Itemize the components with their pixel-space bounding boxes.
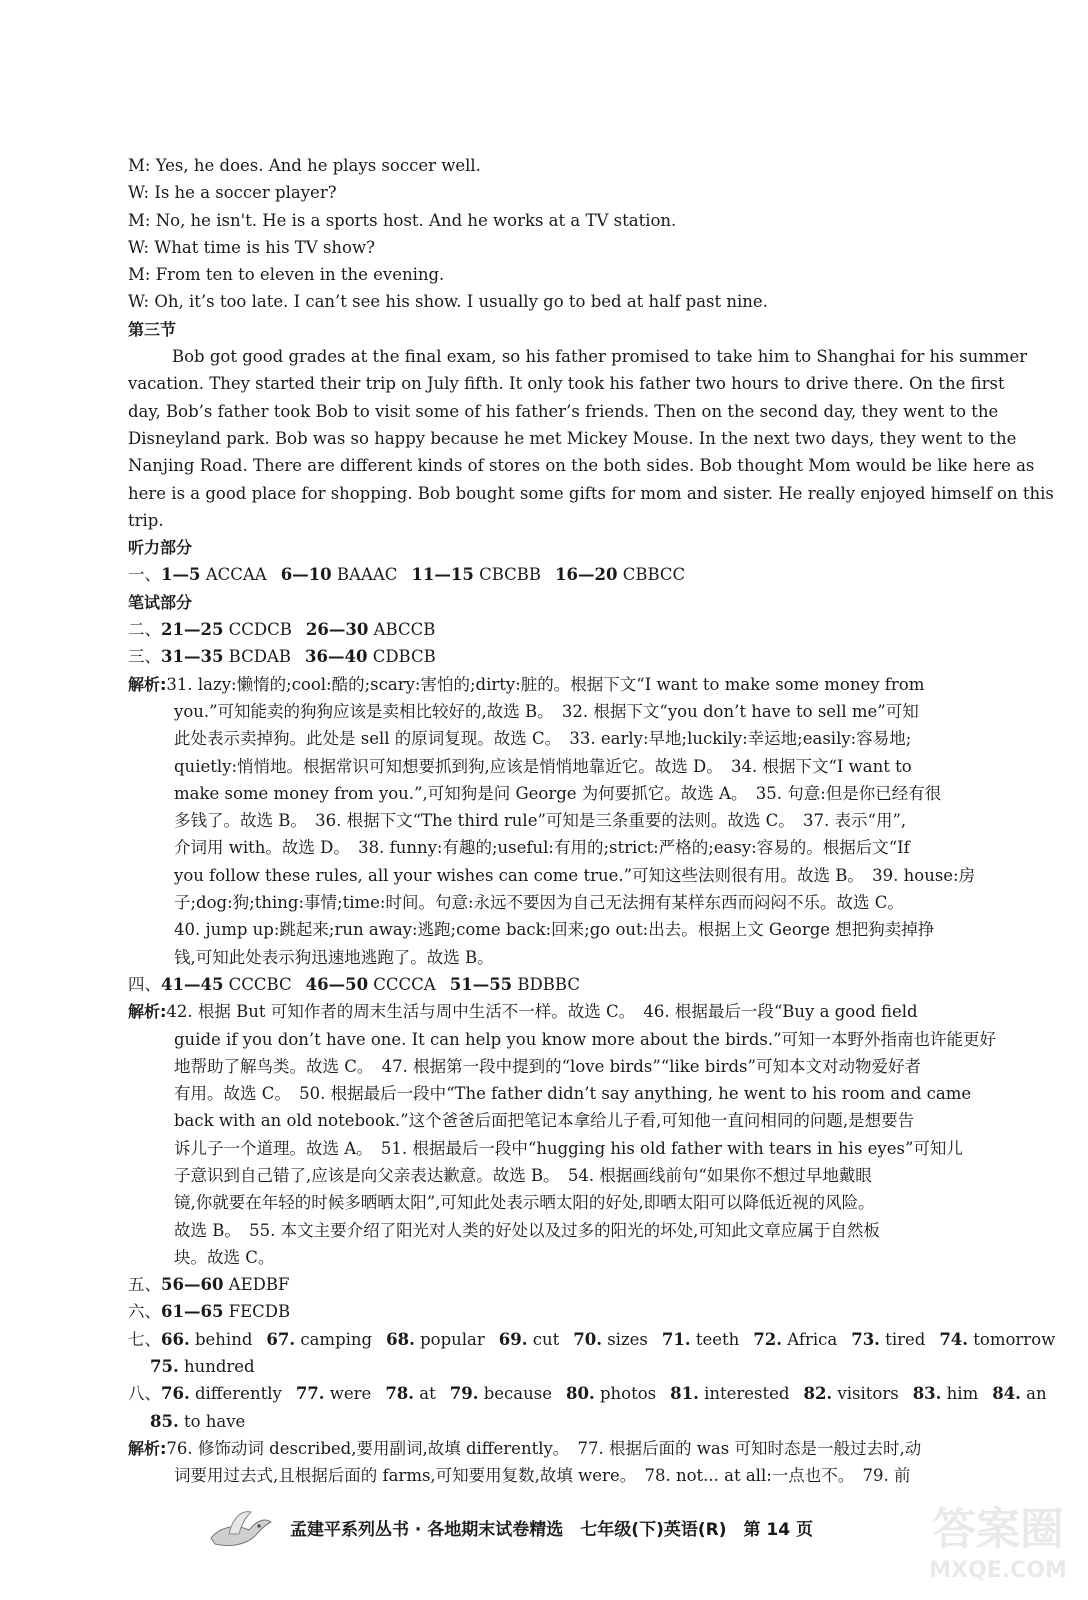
answer-group — [281, 565, 398, 584]
answer-letters: CCDCB — [223, 620, 292, 640]
explanation-text: guide if you don’t have one. It can help you know more about the birds.”可知一本野外指南也许能更好 — [174, 1029, 997, 1049]
explanation-line — [128, 916, 1008, 943]
item-word: visitors — [832, 1384, 899, 1404]
word-answer-row — [128, 1326, 1056, 1353]
explanation-line — [128, 1217, 1008, 1244]
answer-group — [161, 565, 267, 584]
dialogue-line: M: From ten to eleven in the evening. — [128, 265, 445, 285]
answer-letters: CCCCA — [368, 974, 436, 994]
item-word: sizes — [601, 1329, 648, 1349]
item-number: 85. — [150, 1411, 179, 1431]
item-word: teeth — [690, 1329, 740, 1349]
answer-group — [161, 975, 292, 994]
answer-page — [128, 152, 1056, 1490]
passage-line: vacation. They started their trip on July fifth. It only took his father two hours to drive there. On the first — [128, 374, 1005, 394]
explanation-text: make some money from you.”,可知狗是问 George 为何要抓它。故选 A。 35. 句意:但是你已经有很 — [174, 783, 942, 803]
item-word: Africa — [781, 1329, 838, 1349]
part-6-row — [128, 1298, 1008, 1325]
item-number: 76. — [161, 1384, 190, 1404]
word-answer — [150, 1412, 245, 1431]
explanation-text: you.”可知能卖的狗狗应该是卖相比较好的,故选 B。 32. 根据下文“you don’t have to sell me”可知 — [174, 701, 919, 721]
explanation-line — [128, 753, 1008, 780]
word-answer — [851, 1330, 925, 1349]
answer-letters: CCCBC — [223, 974, 292, 994]
part-prefix: 二、 — [128, 620, 161, 640]
answer-group — [450, 975, 580, 994]
answer-range: 46—50 — [305, 974, 369, 994]
explanation-text: 76. 修饰动词 described,要用副词,故填 differently。 77. 根据后面的 was 可知时态是一般过去时,动 — [166, 1438, 922, 1458]
item-word: popular — [414, 1329, 485, 1349]
explanation-text: 故选 B。 55. 本文主要介绍了阳光对人类的好处以及过多的阳光的坏处,可知此文章应属于自然板 — [174, 1220, 880, 1240]
explanation-line — [128, 1189, 1008, 1216]
explanation-line — [128, 998, 1008, 1025]
explanation-text: 地帮助了解鸟类。故选 C。 47. 根据第一段中提到的“love birds”“like birds”可知本文对动物爱好者 — [174, 1056, 921, 1076]
answer-range: 56—60 — [161, 1275, 224, 1295]
word-answer-row — [128, 1353, 1008, 1380]
item-number: 74. — [939, 1329, 969, 1349]
word-answer — [670, 1384, 789, 1403]
explanation-line — [128, 1435, 1008, 1462]
analysis-label: 解析: — [128, 674, 167, 694]
answer-group — [306, 975, 436, 994]
answer-letters: CBCBB — [473, 565, 542, 585]
answer-group — [161, 620, 292, 639]
answer-range: 51—55 — [449, 974, 513, 994]
answer-range: 26—30 — [305, 620, 369, 640]
part-6-answers — [128, 1298, 1008, 1325]
explanation-line — [128, 889, 1008, 916]
word-answer — [939, 1330, 1055, 1349]
word-answer — [499, 1330, 559, 1349]
part-4-row — [128, 971, 1008, 998]
part-4-answers — [128, 971, 1008, 998]
explanation-text: 词要用过去式,且根据后面的 farms,可知要用复数,故填 were。 78. not... at all:一点也不。 79. 前 — [174, 1466, 911, 1486]
dialogue-line: W: Is he a soccer player? — [128, 183, 337, 203]
listening-dialogue — [128, 152, 1008, 316]
item-word: an — [1020, 1384, 1047, 1404]
explanation-line — [128, 1135, 1008, 1162]
answer-group — [161, 1275, 289, 1294]
item-word: tomorrow — [968, 1329, 1056, 1349]
word-answer — [753, 1330, 837, 1349]
item-word: because — [478, 1384, 552, 1404]
part-8-explanation — [128, 1435, 1008, 1490]
part-prefix: 三、 — [128, 647, 161, 667]
item-word: at — [414, 1384, 436, 1404]
part-prefix: 五、 — [128, 1275, 161, 1295]
item-number: 79. — [449, 1384, 479, 1404]
explanation-text: 镜,你就要在年轻的时候多晒晒太阳”,可知此处表示晒太阳的好处,即晒太阳可以降低近视的风险。 — [174, 1193, 875, 1213]
word-answer — [662, 1330, 739, 1349]
page-footer: 孟建平系列丛书 · 各地期末试卷精选 七年级(下)英语(R) 第 14 页 — [290, 1520, 813, 1540]
item-word: tired — [879, 1329, 926, 1349]
explanation-text: 40. jump up:跳起来;run away:逃跑;come back:回来;go out:出去。根据上文 George 想把狗卖掉挣 — [174, 920, 935, 940]
passage-line: trip. — [128, 510, 164, 530]
item-number: 75. — [150, 1357, 179, 1377]
explanation-text: 介词用 with。故选 D。 38. funny:有趣的;useful:有用的;strict:严格的;easy:容易的。根据后文“If — [174, 838, 910, 858]
item-number: 78. — [385, 1384, 415, 1404]
answer-range: 11—15 — [411, 565, 474, 585]
explanation-text: 子;dog:狗;thing:事情;time:时间。句意:永远不要因为自己无法拥有某样东西而闷闷不乐。故选 C。 — [174, 893, 904, 913]
word-answer-row — [128, 1408, 1008, 1435]
part-3-answers — [128, 643, 1008, 670]
passage-line: Nanjing Road. There are different kinds of stores on the both sides. Bob thought Mom would be like here as — [128, 456, 1035, 476]
answer-range: 41—45 — [161, 974, 224, 994]
item-word: cut — [527, 1329, 560, 1349]
watermark — [918, 1502, 1078, 1592]
dialogue-line: W: What time is his TV show? — [128, 237, 375, 257]
listening-part-title: 听力部分 — [128, 538, 193, 558]
item-word: camping — [295, 1329, 373, 1349]
section-3-title: 第三节 — [128, 319, 177, 339]
passage-line: here is a good place for shopping. Bob bought some gifts for mom and sister. He really enjoyed himself on this — [128, 483, 1054, 503]
part-8-answers — [128, 1380, 1047, 1435]
item-word: were — [324, 1384, 372, 1404]
item-word: behind — [189, 1329, 253, 1349]
answer-letters: CBBCC — [617, 565, 686, 585]
word-answer — [573, 1330, 648, 1349]
analysis-label: 解析: — [128, 1002, 167, 1022]
answer-letters: ABCCB — [368, 620, 436, 640]
answer-range: 36—40 — [305, 647, 368, 667]
passage-line: Bob got good grades at the final exam, so his father promised to take him to Shanghai for his summer — [172, 347, 1028, 367]
explanation-text: 诉儿子一个道理。故选 A。 51. 根据最后一段中“hugging his old father with tears in his eyes”可知儿 — [174, 1138, 963, 1158]
explanation-line — [128, 1107, 1008, 1134]
word-answer — [992, 1384, 1046, 1403]
item-number: 70. — [573, 1329, 602, 1349]
part-prefix: 八、 — [128, 1384, 161, 1404]
explanation-line — [128, 1244, 1008, 1271]
dialogue-line: W: Oh, it’s too late. I can’t see his show. I usually go to bed at half past nine. — [128, 292, 768, 312]
answer-letters: CDBCB — [367, 647, 436, 667]
explanation-text: back with an old notebook.”这个爸爸后面把笔记本拿给儿子看,可知他一直问相同的问题,是想要告 — [174, 1111, 915, 1131]
word-answer — [913, 1384, 979, 1403]
listening-passage — [128, 343, 1054, 534]
word-answer — [296, 1384, 372, 1403]
part-7-answers — [128, 1326, 1056, 1381]
word-answer — [150, 1357, 255, 1376]
answer-letters: ACCAA — [200, 565, 267, 585]
listening-answers — [128, 561, 1008, 588]
dialogue-line: M: No, he isn't. He is a sports host. And he works at a TV station. — [128, 210, 677, 230]
word-answer — [161, 1330, 252, 1349]
explanation-text: 42. 根据 But 可知作者的周末生活与周中生活不一样。故选 C。 46. 根据最后一段“Buy a good field — [166, 1002, 918, 1022]
explanation-line — [128, 807, 1008, 834]
answer-group — [411, 565, 541, 584]
item-number: 83. — [912, 1384, 942, 1404]
item-word: interested — [698, 1384, 790, 1404]
part-prefix: 四、 — [128, 974, 161, 994]
word-answer — [161, 1384, 282, 1403]
item-number: 67. — [266, 1329, 296, 1349]
item-word: differently — [189, 1384, 282, 1404]
answer-group — [161, 1302, 290, 1321]
answer-letters: FECDB — [223, 1302, 291, 1322]
explanation-line — [128, 1080, 1008, 1107]
item-number: 68. — [386, 1329, 415, 1349]
item-number: 73. — [851, 1329, 880, 1349]
explanation-line — [128, 725, 1008, 752]
explanation-text: 钱,可知此处表示狗迅速地逃跑了。故选 B。 — [174, 947, 494, 967]
explanation-line — [128, 862, 1008, 889]
item-word: photos — [594, 1384, 657, 1404]
explanation-text: 31. lazy:懒惰的;cool:酷的;scary:害怕的;dirty:脏的。根据下文“I want to make some money from — [166, 674, 925, 694]
passage-line: Disneyland park. Bob was so happy because he met Mickey Mouse. In the next two days, they went to the — [128, 428, 1017, 448]
part-prefix: 七、 — [128, 1329, 161, 1349]
explanation-text: 有用。故选 C。 50. 根据最后一段中“The father didn’t say anything, he went to his room and came — [174, 1084, 972, 1104]
answer-range: 16—20 — [555, 565, 618, 585]
part-4-explanation — [128, 998, 1008, 1271]
part-prefix: 六、 — [128, 1302, 161, 1322]
explanation-text: 块。故选 C。 — [174, 1247, 275, 1267]
item-word: to have — [178, 1411, 246, 1431]
part-prefix: 一、 — [128, 565, 161, 585]
answer-group — [305, 647, 436, 666]
answer-group — [161, 647, 291, 666]
word-answer-row — [128, 1380, 1047, 1407]
dialogue-line: M: Yes, he does. And he plays soccer well. — [128, 156, 481, 175]
answer-group — [306, 620, 435, 639]
word-answer — [450, 1384, 552, 1403]
answer-letters: BDBBC — [512, 974, 580, 994]
watermark-bottom: MXQE.COM — [929, 1558, 1067, 1583]
part-3-explanation — [128, 671, 1008, 971]
item-number: 72. — [753, 1329, 782, 1349]
answer-letters: AEDBF — [223, 1275, 290, 1295]
item-number: 84. — [992, 1384, 1021, 1404]
explanation-line — [128, 1053, 1008, 1080]
answer-letters: BAAAC — [331, 565, 398, 585]
explanation-text: 子意识到自己错了,应该是向父亲表达歉意。故选 B。 54. 根据画线前句“如果你不想过早地戴眼 — [174, 1165, 872, 1185]
written-part-title: 笔试部分 — [128, 592, 193, 612]
explanation-line — [128, 834, 1008, 861]
word-answer — [266, 1330, 372, 1349]
item-word: hundred — [178, 1357, 255, 1377]
answer-range: 31—35 — [161, 647, 224, 667]
passage-line: day, Bob’s father took Bob to visit some of his father’s friends. Then on the second day, they went to the — [128, 401, 999, 421]
item-number: 80. — [566, 1384, 595, 1404]
part-2-row — [128, 616, 1008, 643]
explanation-line — [128, 1162, 1008, 1189]
part-5-answers — [128, 1271, 1008, 1298]
analysis-label: 解析: — [128, 1438, 167, 1458]
listening-answer-row — [128, 561, 1008, 588]
word-answer — [566, 1384, 656, 1403]
explanation-text: 此处表示卖掉狗。此处是 sell 的原词复现。故选 C。 33. early:早地;luckily:幸运地;easily:容易地; — [174, 729, 912, 749]
word-answer — [385, 1384, 435, 1403]
part-2-answers — [128, 616, 1008, 643]
answer-range: 1—5 — [161, 565, 201, 585]
explanation-line — [128, 671, 1008, 698]
watermark-top: 答案圈 — [932, 1504, 1064, 1555]
explanation-line — [128, 944, 1008, 971]
explanation-text: quietly:悄悄地。根据常识可知想要抓到狗,应该是悄悄地靠近它。故选 D。 34. 根据下文“I want to — [174, 756, 912, 776]
explanation-line — [128, 698, 1008, 725]
answer-range: 21—25 — [161, 620, 224, 640]
explanation-text: you follow these rules, all your wishes can come true.”可知这些法则很有用。故选 B。 39. house:房 — [174, 865, 976, 885]
item-number: 81. — [670, 1384, 699, 1404]
item-number: 77. — [295, 1384, 325, 1404]
answer-range: 6—10 — [280, 565, 332, 585]
answer-letters: BCDAB — [223, 647, 292, 667]
bird-logo-icon — [207, 1508, 273, 1556]
item-number: 71. — [661, 1329, 691, 1349]
answer-group — [555, 565, 685, 584]
item-word: him — [941, 1384, 979, 1404]
item-number: 82. — [803, 1384, 833, 1404]
explanation-text: 多钱了。故选 B。 36. 根据下文“The third rule”可知是三条重要的法则。故选 C。 37. 表示“用”, — [174, 811, 907, 831]
item-number: 66. — [161, 1329, 190, 1349]
explanation-line — [128, 1026, 1008, 1053]
word-answer — [386, 1330, 485, 1349]
item-number: 69. — [498, 1329, 528, 1349]
answer-range: 61—65 — [161, 1302, 224, 1322]
explanation-line — [128, 1462, 1008, 1489]
word-answer — [803, 1384, 898, 1403]
part-5-row — [128, 1271, 1008, 1298]
explanation-line — [128, 780, 1008, 807]
part-3-row — [128, 643, 1008, 670]
